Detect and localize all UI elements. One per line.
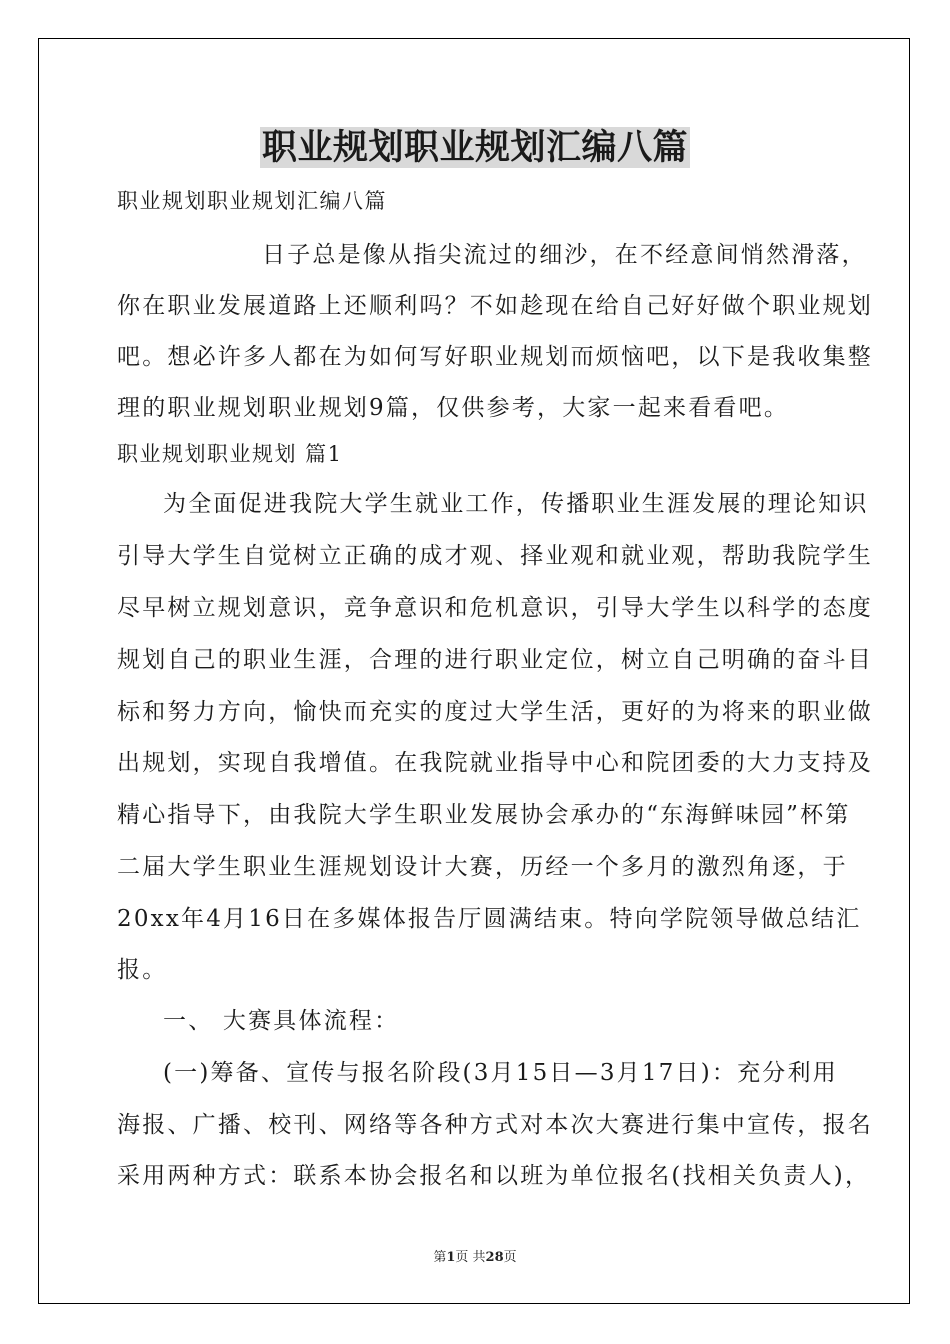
- footer-mid: 页 共: [455, 1250, 486, 1265]
- current-page-number: 1: [446, 1250, 456, 1265]
- stage-line: 海报、广播、校刊、网络等各种方式对本次大赛进行集中宣传，报名: [117, 1112, 873, 1138]
- body-line: 尽早树立规划意识，竞争意识和危机意识，引导大学生以科学的态度: [117, 595, 873, 621]
- body-line: 报。: [117, 957, 168, 983]
- intro-line: 理的职业规划职业规划9篇，仅供参考，大家一起来看看吧。: [117, 395, 790, 421]
- body-line: 标和努力方向，愉快而充实的度过大学生活，更好的为将来的职业做: [117, 699, 873, 725]
- intro-line: 吧。想必许多人都在为如何写好职业规划而烦恼吧，以下是我收集整: [117, 344, 873, 370]
- subtitle: 职业规划职业规划汇编八篇: [117, 189, 387, 213]
- body-line: 为全面促进我院大学生就业工作，传播职业生涯发展的理论知识: [163, 491, 869, 517]
- page-footer: [0, 1246, 950, 1265]
- stage-line: 采用两种方式：联系本协会报名和以班为单位报名(找相关负责人)，: [117, 1163, 871, 1189]
- list-heading: 一、 大赛具体流程：: [163, 1008, 400, 1034]
- footer-suffix: 页: [503, 1250, 517, 1265]
- body-line: 规划自己的职业生涯，合理的进行职业定位，树立自己明确的奋斗目: [117, 647, 873, 673]
- body-line: 出规划，实现自我增值。在我院就业指导中心和院团委的大力支持及: [117, 750, 873, 776]
- title-text: 职业规划职业规划汇编八篇: [261, 127, 688, 168]
- document-title: [0, 126, 950, 170]
- body-line: 20xx年4月16日在多媒体报告厅圆满结束。特向学院领导做总结汇: [117, 906, 862, 932]
- body-line: 引导大学生自觉树立正确的成才观、择业观和就业观，帮助我院学生: [117, 543, 873, 569]
- body-line: 二届大学生职业生涯规划设计大赛，历经一个多月的激烈角逐，于: [117, 854, 848, 880]
- body-line: 精心指导下，由我院大学生职业发展协会承办的“东海鲜味园”杯第: [117, 802, 851, 828]
- footer-prefix: 第: [433, 1250, 447, 1265]
- stage-line: (一)筹备、宣传与报名阶段(3月15日—3月17日)：充分利用: [163, 1060, 838, 1086]
- intro-line: 你在职业发展道路上还顺利吗？不如趁现在给自己好好做个职业规划: [117, 293, 873, 319]
- total-page-count: 28: [485, 1250, 504, 1265]
- section-heading: 职业规划职业规划 篇1: [117, 442, 343, 466]
- intro-line: 日子总是像从指尖流过的细沙，在不经意间悄然滑落，: [262, 242, 867, 268]
